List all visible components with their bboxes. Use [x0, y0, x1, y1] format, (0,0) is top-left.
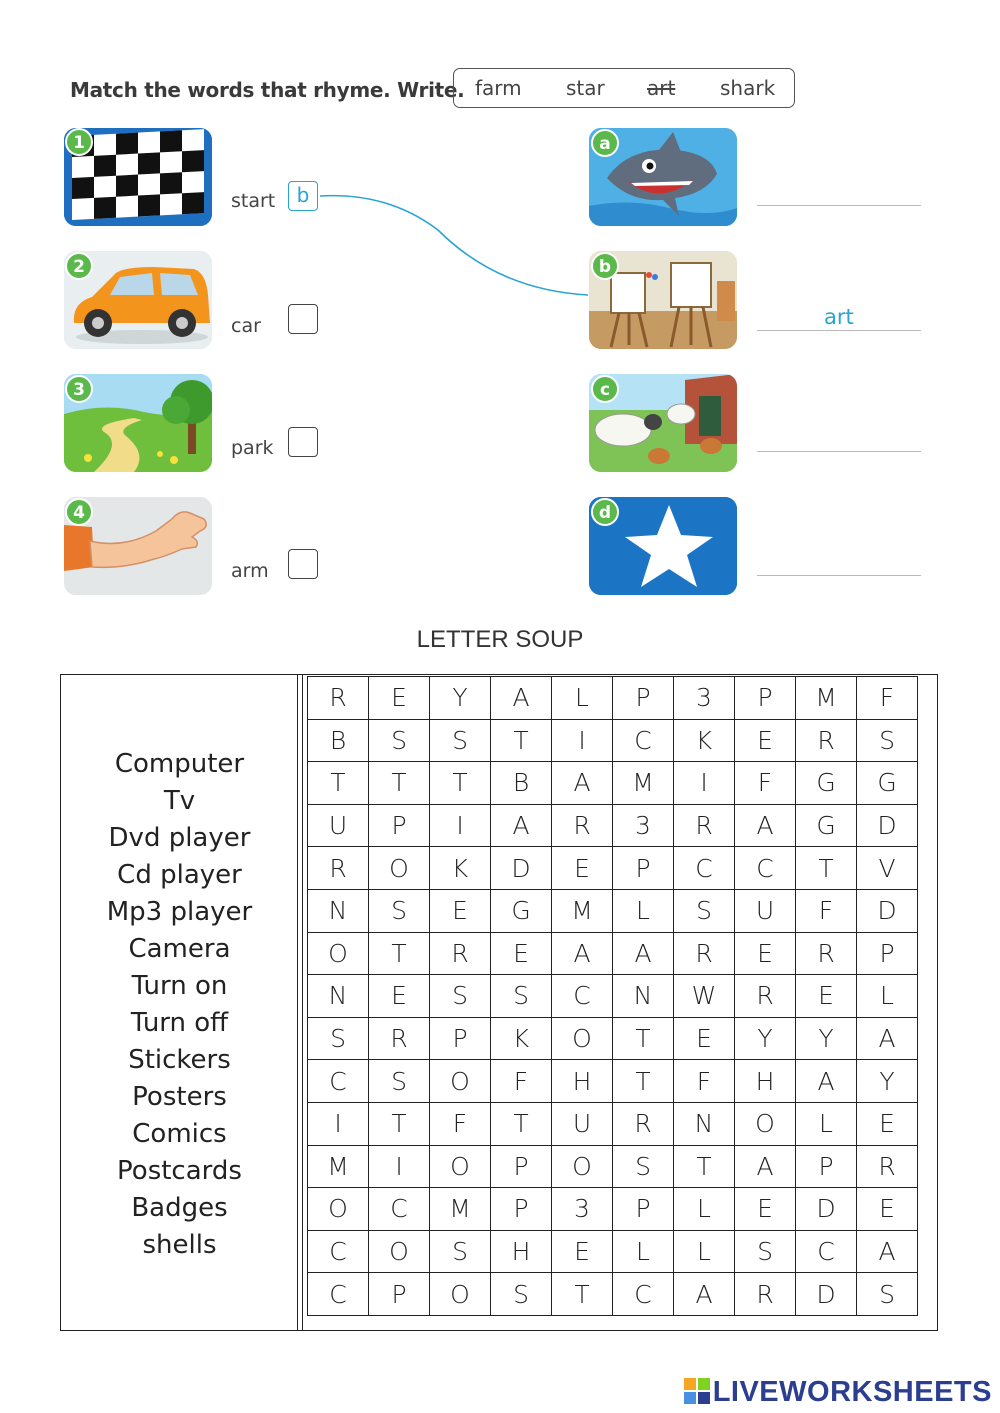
grid-cell[interactable]: L — [857, 975, 918, 1018]
grid-cell[interactable]: L — [674, 1230, 735, 1273]
grid-cell[interactable]: P — [491, 1188, 552, 1231]
grid-cell[interactable]: O — [308, 932, 369, 975]
word-arm: arm — [231, 560, 269, 582]
grid-cell[interactable]: T — [552, 1273, 613, 1316]
grid-cell[interactable]: F — [796, 889, 857, 932]
grid-cell[interactable]: A — [552, 932, 613, 975]
grid-cell[interactable]: K — [674, 719, 735, 762]
grid-cell[interactable]: T — [674, 1145, 735, 1188]
grid-cell[interactable]: T — [491, 1102, 552, 1145]
grid-cell[interactable]: W — [674, 975, 735, 1018]
grid-cell[interactable]: U — [552, 1102, 613, 1145]
word-list-item: Turn off — [130, 1008, 229, 1038]
grid-cell[interactable]: O — [308, 1188, 369, 1231]
grid-cell[interactable]: Y — [857, 1060, 918, 1103]
grid-cell[interactable]: S — [430, 1230, 491, 1273]
grid-cell[interactable]: L — [613, 1230, 674, 1273]
answer-box-4[interactable] — [288, 549, 318, 579]
grid-cell[interactable]: E — [796, 975, 857, 1018]
grid-cell[interactable]: A — [735, 804, 796, 847]
grid-cell[interactable]: U — [308, 804, 369, 847]
grid-cell[interactable]: O — [552, 1017, 613, 1060]
write-line-b[interactable] — [757, 330, 921, 331]
letter-badge-d: d — [591, 498, 619, 526]
grid-cell[interactable]: M — [796, 677, 857, 720]
grid-cell[interactable]: K — [430, 847, 491, 890]
grid-cell[interactable]: A — [552, 762, 613, 805]
word-bank-shark: shark — [720, 76, 776, 100]
grid-cell[interactable]: P — [613, 677, 674, 720]
grid-cell[interactable]: L — [796, 1102, 857, 1145]
written-answer-b: art — [824, 305, 854, 329]
grid-cell[interactable]: P — [796, 1145, 857, 1188]
word-list-item: Turn on — [131, 971, 228, 1001]
grid-cell[interactable]: F — [857, 677, 918, 720]
answer-box-2[interactable] — [288, 304, 318, 334]
grid-cell[interactable]: F — [735, 762, 796, 805]
grid-cell[interactable]: R — [735, 1273, 796, 1316]
grid-cell[interactable]: Y — [430, 677, 491, 720]
grid-cell[interactable]: D — [796, 1188, 857, 1231]
instruction-text: Match the words that rhyme. Write. — [70, 78, 465, 102]
grid-cell[interactable]: A — [491, 804, 552, 847]
grid-cell[interactable]: P — [613, 1188, 674, 1231]
grid-cell[interactable]: S — [857, 719, 918, 762]
grid-cell[interactable]: E — [552, 1230, 613, 1273]
grid-cell[interactable]: H — [735, 1060, 796, 1103]
grid-cell[interactable]: I — [430, 804, 491, 847]
grid-cell[interactable]: A — [674, 1273, 735, 1316]
grid-cell[interactable]: S — [613, 1145, 674, 1188]
grid-cell[interactable]: T — [430, 762, 491, 805]
grid-cell[interactable]: E — [857, 1102, 918, 1145]
grid-cell[interactable]: N — [308, 975, 369, 1018]
grid-cell[interactable]: G — [796, 762, 857, 805]
grid-cell[interactable]: R — [613, 1102, 674, 1145]
grid-cell[interactable]: U — [735, 889, 796, 932]
answer-box-1[interactable]: b — [288, 181, 318, 211]
grid-cell[interactable]: S — [491, 1273, 552, 1316]
grid-cell[interactable]: B — [308, 719, 369, 762]
grid-cell[interactable]: O — [735, 1102, 796, 1145]
word-bank-star: star — [566, 76, 605, 100]
grid-cell[interactable]: P — [613, 847, 674, 890]
grid-cell[interactable]: P — [491, 1145, 552, 1188]
grid-cell[interactable]: E — [552, 847, 613, 890]
write-line-d[interactable] — [757, 575, 921, 576]
number-badge-4: 4 — [65, 498, 93, 526]
grid-cell[interactable]: R — [674, 932, 735, 975]
grid-cell[interactable]: G — [491, 889, 552, 932]
grid-row — [308, 1145, 918, 1188]
grid-cell[interactable]: E — [491, 932, 552, 975]
grid-cell[interactable]: C — [308, 1060, 369, 1103]
grid-row — [308, 1017, 918, 1060]
grid-cell[interactable]: R — [308, 677, 369, 720]
letter-soup-title: LETTER SOUP — [416, 626, 584, 653]
grid-cell[interactable]: C — [613, 1273, 674, 1316]
grid-cell[interactable]: E — [674, 1017, 735, 1060]
grid-cell[interactable]: E — [857, 1188, 918, 1231]
grid-cell[interactable]: 3 — [674, 677, 735, 720]
grid-cell[interactable]: V — [857, 847, 918, 890]
grid-cell[interactable]: S — [735, 1230, 796, 1273]
grid-cell[interactable]: N — [308, 889, 369, 932]
grid-cell[interactable]: H — [491, 1230, 552, 1273]
grid-cell[interactable]: R — [369, 1017, 430, 1060]
grid-row — [308, 847, 918, 890]
grid-cell[interactable]: D — [491, 847, 552, 890]
grid-cell[interactable]: T — [796, 847, 857, 890]
grid-cell[interactable]: O — [369, 1230, 430, 1273]
grid-cell[interactable]: R — [857, 1145, 918, 1188]
grid-cell[interactable]: I — [552, 719, 613, 762]
grid-row — [308, 804, 918, 847]
liveworksheets-logo-icon — [684, 1378, 710, 1404]
grid-cell[interactable]: R — [796, 719, 857, 762]
grid-row — [308, 889, 918, 932]
grid-cell[interactable]: S — [369, 719, 430, 762]
grid-cell[interactable]: D — [796, 1273, 857, 1316]
grid-cell[interactable]: M — [308, 1145, 369, 1188]
grid-cell[interactable]: D — [857, 889, 918, 932]
grid-row — [308, 1102, 918, 1145]
number-badge-2: 2 — [65, 252, 93, 280]
word-list-item: Dvd player — [108, 823, 251, 853]
grid-cell[interactable]: F — [430, 1102, 491, 1145]
grid-cell[interactable]: S — [369, 1060, 430, 1103]
grid-cell[interactable]: R — [674, 804, 735, 847]
grid-cell[interactable]: G — [857, 762, 918, 805]
grid-cell[interactable]: P — [369, 1273, 430, 1316]
write-line-a[interactable] — [757, 205, 921, 206]
grid-row — [308, 719, 918, 762]
grid-cell[interactable]: S — [674, 889, 735, 932]
answer-box-3[interactable] — [288, 427, 318, 457]
grid-cell[interactable]: E — [735, 1188, 796, 1231]
divider-line — [302, 674, 303, 1331]
grid-cell[interactable]: R — [552, 804, 613, 847]
number-badge-3: 3 — [65, 375, 93, 403]
word-list-item: Mp3 player — [106, 897, 253, 927]
grid-cell[interactable]: T — [491, 719, 552, 762]
grid-cell[interactable]: O — [430, 1060, 491, 1103]
grid-cell[interactable]: I — [308, 1102, 369, 1145]
grid-cell[interactable]: K — [491, 1017, 552, 1060]
grid-cell[interactable]: S — [430, 719, 491, 762]
word-list-item: Tv — [163, 786, 196, 816]
grid-cell[interactable]: M — [613, 762, 674, 805]
word-park: park — [231, 437, 274, 459]
grid-cell[interactable]: C — [308, 1273, 369, 1316]
grid-cell[interactable]: O — [430, 1145, 491, 1188]
grid-cell[interactable]: P — [857, 932, 918, 975]
grid-cell[interactable]: 3 — [552, 1188, 613, 1231]
grid-cell[interactable]: A — [796, 1060, 857, 1103]
grid-cell[interactable]: L — [613, 889, 674, 932]
liveworksheets-logo — [684, 1376, 992, 1409]
grid-cell[interactable]: C — [735, 847, 796, 890]
grid-cell[interactable]: N — [613, 975, 674, 1018]
grid-cell[interactable]: P — [735, 677, 796, 720]
word-list-item: Computer — [114, 749, 245, 779]
write-line-c[interactable] — [757, 451, 921, 452]
grid-cell[interactable]: A — [857, 1230, 918, 1273]
grid-cell[interactable]: M — [552, 889, 613, 932]
grid-cell[interactable]: Y — [735, 1017, 796, 1060]
grid-cell[interactable]: C — [308, 1230, 369, 1273]
grid-cell[interactable]: 3 — [613, 804, 674, 847]
letter-badge-b: b — [591, 252, 619, 280]
grid-cell[interactable]: R — [308, 847, 369, 890]
word-list-item: Comics — [132, 1119, 227, 1149]
grid-cell[interactable]: T — [613, 1060, 674, 1103]
grid-cell[interactable]: T — [369, 932, 430, 975]
grid-cell[interactable]: L — [674, 1188, 735, 1231]
grid-cell[interactable]: O — [369, 847, 430, 890]
grid-cell[interactable]: C — [796, 1230, 857, 1273]
word-list-item: Badges — [131, 1193, 228, 1223]
grid-cell[interactable]: M — [430, 1188, 491, 1231]
grid-row — [308, 1273, 918, 1316]
grid-cell[interactable]: B — [491, 762, 552, 805]
match-connector-line — [318, 190, 593, 300]
grid-cell[interactable]: S — [430, 975, 491, 1018]
grid-cell[interactable]: F — [491, 1060, 552, 1103]
grid-cell[interactable]: S — [857, 1273, 918, 1316]
number-badge-1: 1 — [65, 128, 93, 156]
grid-row — [308, 975, 918, 1018]
grid-cell[interactable]: S — [369, 889, 430, 932]
grid-cell[interactable]: I — [674, 762, 735, 805]
grid-cell[interactable]: T — [308, 762, 369, 805]
grid-cell[interactable]: S — [491, 975, 552, 1018]
grid-cell[interactable]: E — [430, 889, 491, 932]
word-list-item: Camera — [128, 934, 231, 964]
grid-row — [308, 1188, 918, 1231]
grid-cell[interactable]: E — [735, 932, 796, 975]
word-list-item: Stickers — [128, 1045, 231, 1075]
grid-cell[interactable]: Y — [796, 1017, 857, 1060]
letter-badge-c: c — [591, 375, 619, 403]
grid-cell[interactable]: A — [491, 677, 552, 720]
word-list-item: Posters — [132, 1082, 227, 1112]
grid-cell[interactable]: O — [430, 1273, 491, 1316]
divider-line — [297, 674, 298, 1331]
grid-cell[interactable]: E — [369, 975, 430, 1018]
grid-row — [308, 1230, 918, 1273]
grid-cell[interactable]: C — [369, 1188, 430, 1231]
grid-cell[interactable]: A — [613, 932, 674, 975]
grid-cell[interactable]: F — [674, 1060, 735, 1103]
grid-cell[interactable]: R — [735, 975, 796, 1018]
grid-cell[interactable]: N — [674, 1102, 735, 1145]
word-list-item: Cd player — [117, 860, 242, 890]
grid-cell[interactable]: E — [369, 677, 430, 720]
grid-row — [308, 932, 918, 975]
word-bank-farm: farm — [475, 76, 522, 100]
grid-row — [308, 762, 918, 805]
grid-cell[interactable]: A — [857, 1017, 918, 1060]
grid-cell[interactable]: C — [674, 847, 735, 890]
letter-badge-a: a — [591, 129, 619, 157]
word-bank-art-crossed: art — [647, 76, 676, 100]
letter-grid — [307, 676, 918, 1316]
grid-cell[interactable]: L — [552, 677, 613, 720]
word-list-item: shells — [142, 1230, 217, 1260]
word-list — [62, 746, 297, 1264]
grid-cell[interactable]: G — [796, 804, 857, 847]
grid-cell[interactable]: C — [613, 719, 674, 762]
grid-cell[interactable]: R — [430, 932, 491, 975]
word-start: start — [231, 190, 276, 212]
word-list-item: Postcards — [117, 1156, 242, 1186]
grid-cell[interactable]: H — [552, 1060, 613, 1103]
grid-cell[interactable]: T — [369, 762, 430, 805]
grid-cell[interactable]: S — [308, 1017, 369, 1060]
grid-row — [308, 677, 918, 720]
grid-cell[interactable]: O — [552, 1145, 613, 1188]
grid-row — [308, 1060, 918, 1103]
grid-cell[interactable]: T — [613, 1017, 674, 1060]
grid-cell[interactable]: A — [735, 1145, 796, 1188]
grid-cell[interactable]: T — [369, 1102, 430, 1145]
grid-cell[interactable]: E — [735, 719, 796, 762]
grid-cell[interactable]: R — [796, 932, 857, 975]
grid-cell[interactable]: I — [369, 1145, 430, 1188]
grid-cell[interactable]: C — [552, 975, 613, 1018]
grid-cell[interactable]: D — [857, 804, 918, 847]
grid-cell[interactable]: P — [430, 1017, 491, 1060]
word-car: car — [231, 315, 261, 337]
liveworksheets-logo-text: LIVEWORKSHEETS — [712, 1376, 992, 1408]
grid-cell[interactable]: P — [369, 804, 430, 847]
